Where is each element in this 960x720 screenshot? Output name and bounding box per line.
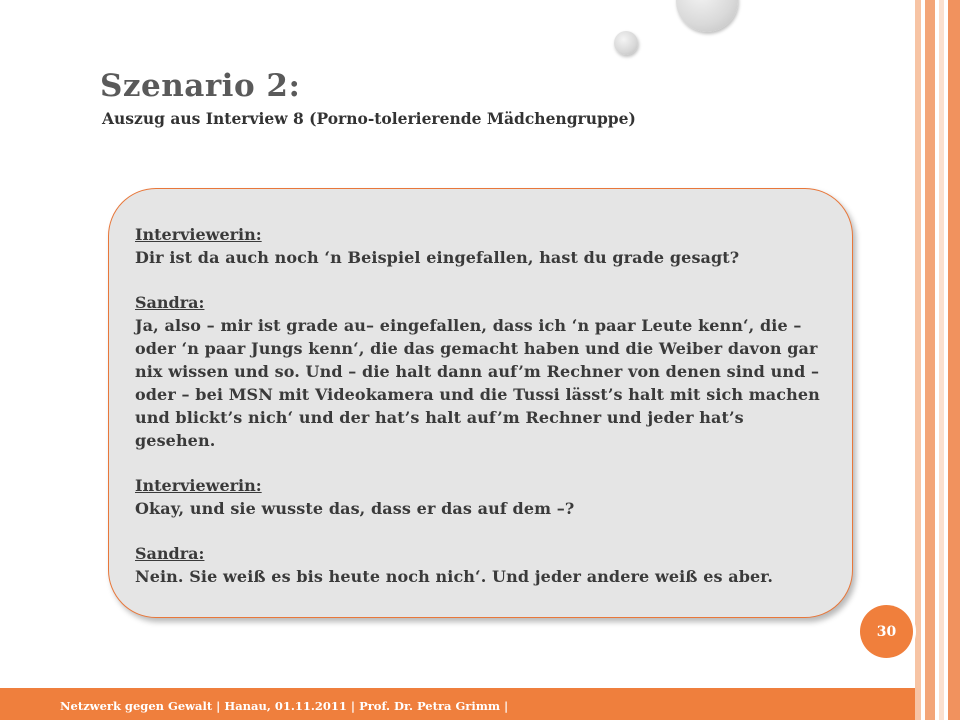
utterance-text: Okay, und sie wusste das, dass er das auf dem –? bbox=[135, 499, 575, 518]
speaker-label: Interviewerin: bbox=[135, 225, 262, 244]
interview-turn bbox=[135, 223, 822, 269]
utterance-text: Nein. Sie weiß es bis heute noch nich‘. Und jeder andere weiß es aber. bbox=[135, 567, 774, 586]
footer-text: Netzwerk gegen Gewalt | Hanau, 01.11.2011 | Prof. Dr. Petra Grimm | bbox=[60, 699, 509, 713]
interview-turn bbox=[135, 542, 822, 588]
side-stripe bbox=[925, 0, 935, 720]
interview-turn bbox=[135, 291, 822, 452]
side-stripe bbox=[948, 0, 960, 720]
decorative-side-stripes bbox=[915, 0, 960, 720]
interview-excerpt-box bbox=[108, 188, 853, 618]
utterance-text: Ja, also – mir ist grade au– eingefallen, dass ich ‘n paar Leute kenn‘, die – oder ‘n paar Jungs kenn‘, die das gemacht haben und die Weiber davon gar nix wissen und so. Und – die halt dann auf’m Rechner von denen sind und – oder – bei MSN mit Videokamera und die Tussi lässt’s halt mit sich machen und blickt’s nich‘ und der hat’s halt auf’m Rechner und jeder hat’s gesehen. bbox=[135, 316, 820, 450]
slide-title: Szenario 2: bbox=[100, 68, 301, 104]
side-stripe bbox=[915, 0, 921, 720]
interview-turn bbox=[135, 474, 822, 520]
decorative-circle-small bbox=[614, 31, 638, 55]
page-number-badge: 30 bbox=[860, 605, 913, 658]
slide-subtitle: Auszug aus Interview 8 (Porno-tolerierende Mädchengruppe) bbox=[102, 109, 636, 128]
speaker-label: Interviewerin: bbox=[135, 476, 262, 495]
speaker-label: Sandra: bbox=[135, 293, 205, 312]
utterance-text: Dir ist da auch noch ‘n Beispiel eingefallen, hast du grade gesagt? bbox=[135, 248, 740, 267]
decorative-circle-large bbox=[676, 0, 738, 32]
speaker-label: Sandra: bbox=[135, 544, 205, 563]
side-stripe bbox=[939, 0, 944, 720]
